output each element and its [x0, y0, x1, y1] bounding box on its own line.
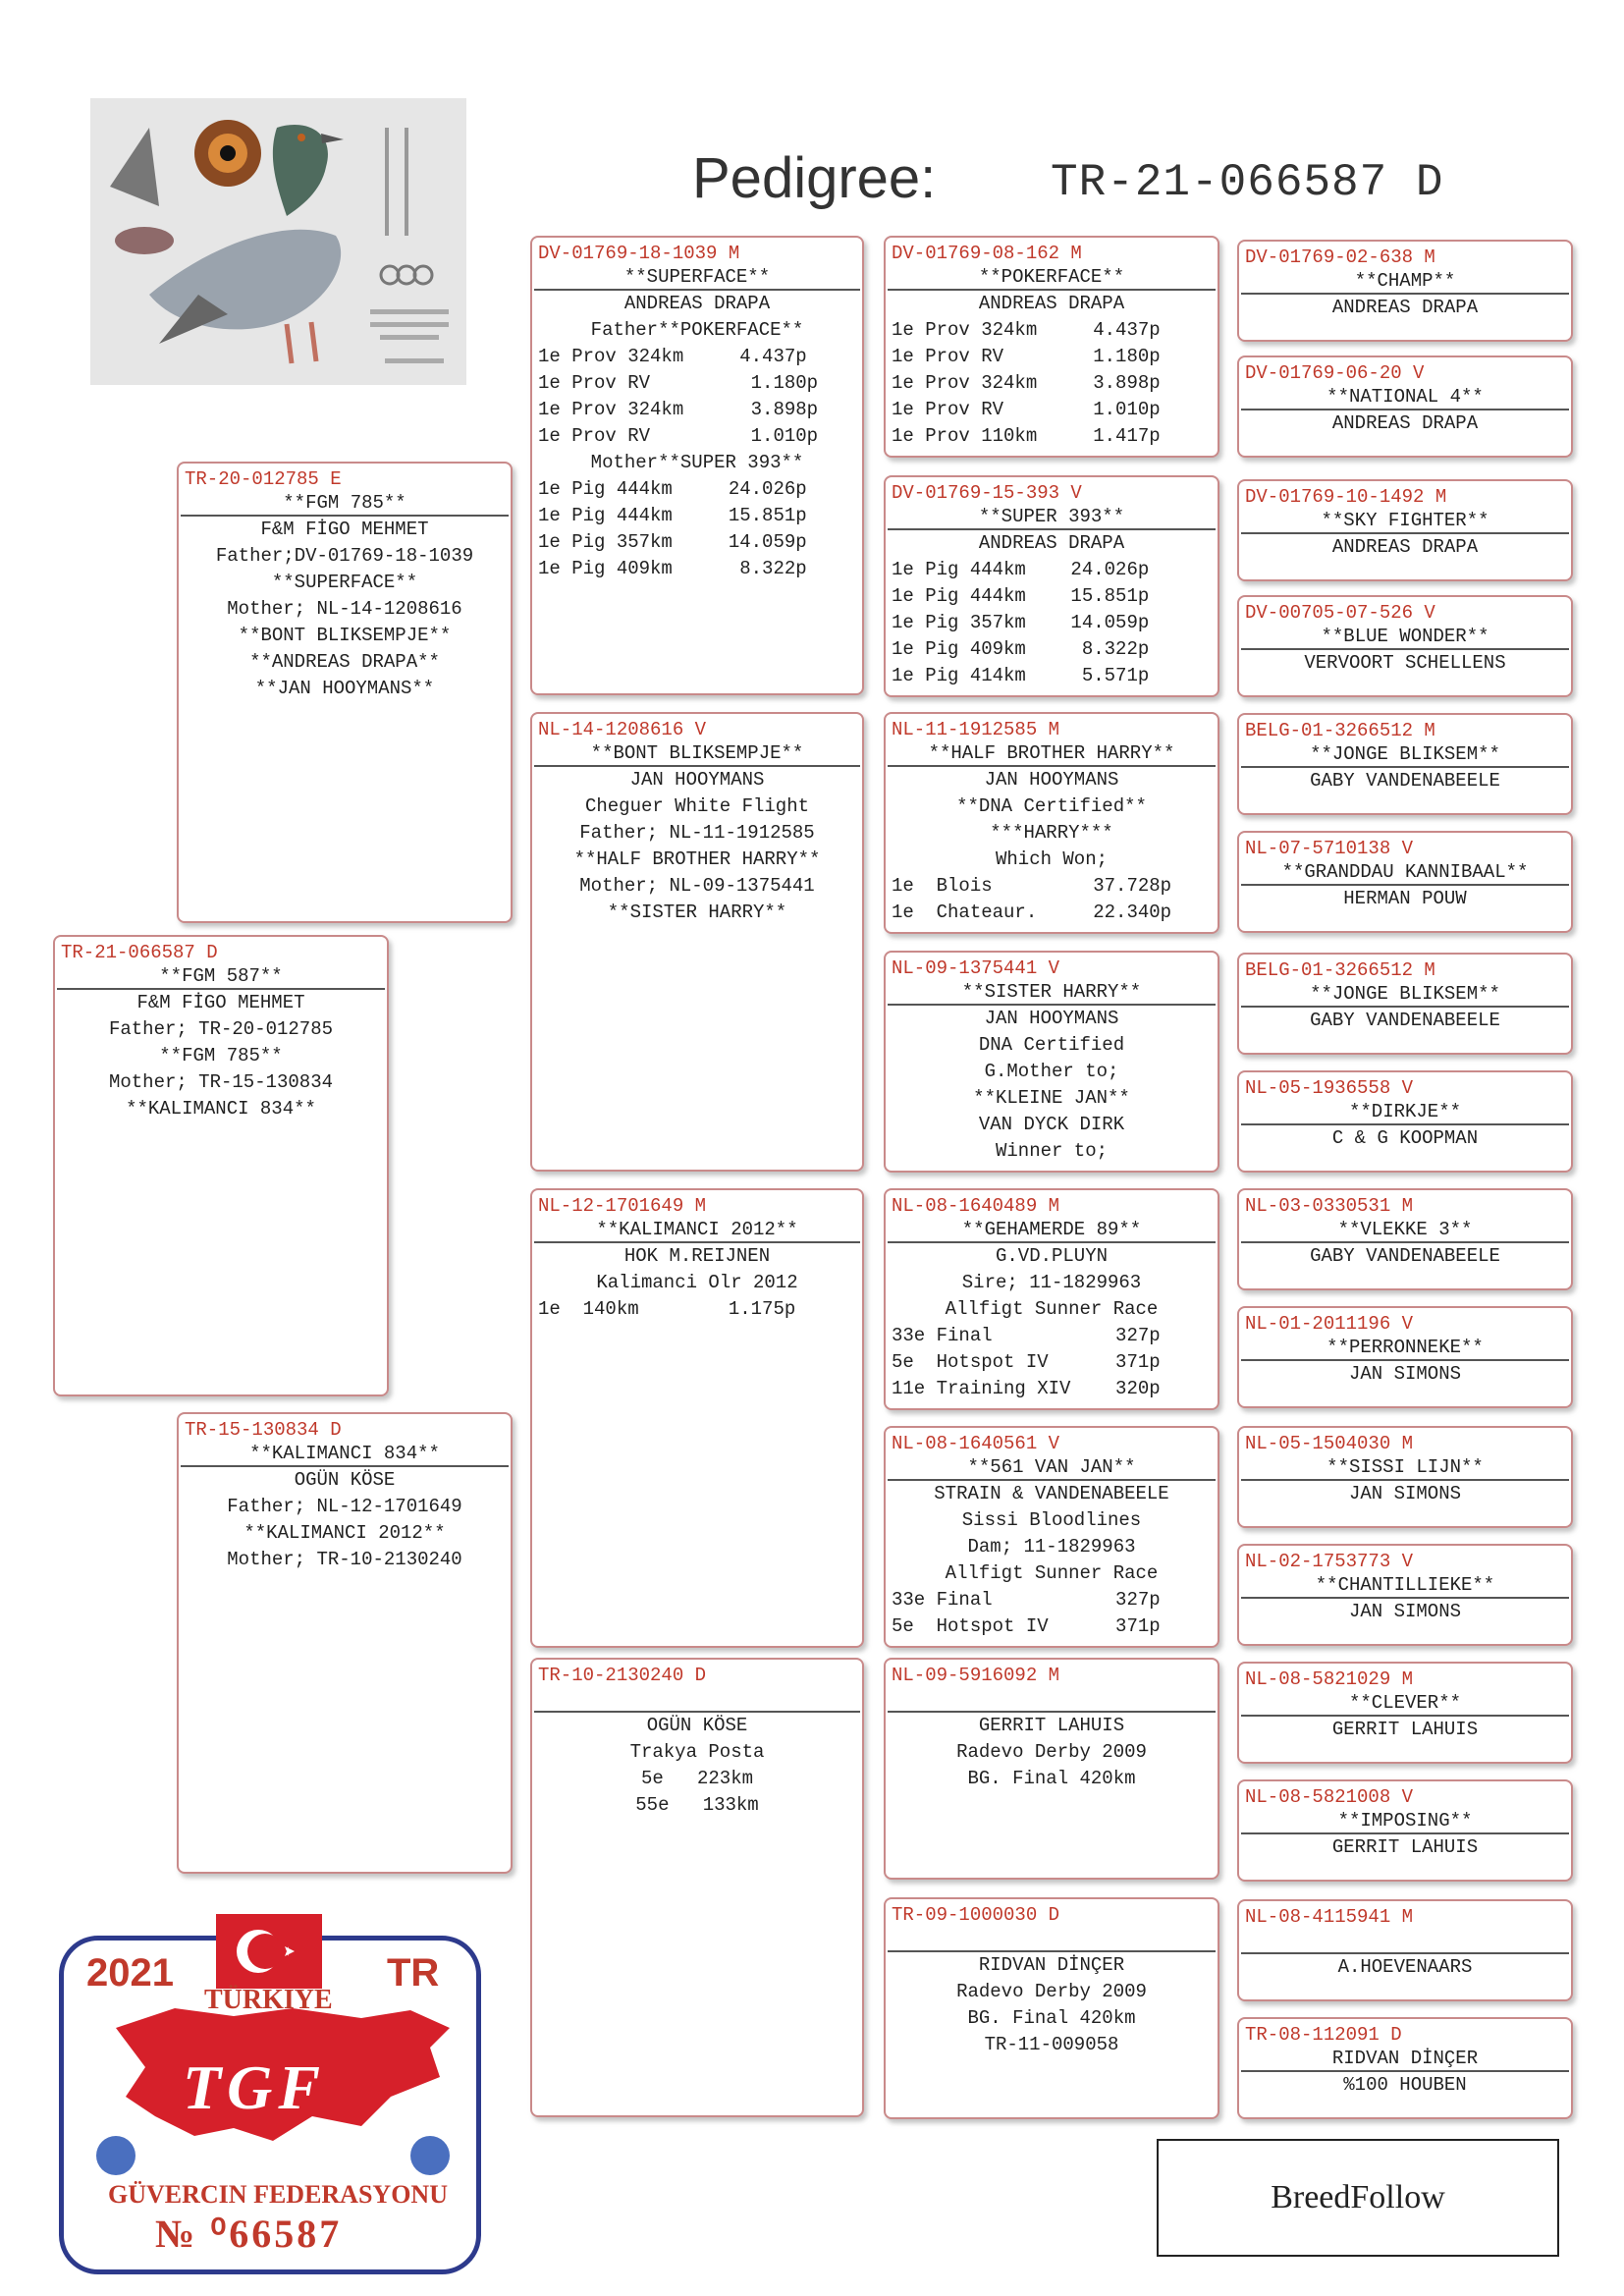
- ring-number: NL-09-5916092 M: [892, 1665, 1060, 1686]
- pedigree-card-g10: [1237, 1306, 1573, 1408]
- card-detail-line: ***HARRY***: [990, 822, 1113, 844]
- card-detail-line: 1e Blois 37.728p: [892, 875, 1172, 897]
- card-detail-line: 5e Hotspot IV 371p: [892, 1351, 1161, 1373]
- stamp-federation: GÜVERCIN FEDERASYONU: [108, 2180, 448, 2209]
- pigeon-name: **KALIMANCI 834**: [181, 1442, 509, 1467]
- pedigree-card-g3: [1237, 479, 1573, 581]
- pigeon-name: **NATIONAL 4**: [1241, 385, 1569, 410]
- ring-number: DV-01769-10-1492 M: [1245, 486, 1447, 508]
- card-detail-line: JAN SIMONS: [1348, 1363, 1462, 1385]
- card-detail-line: 1e Prov RV 1.180p: [538, 372, 819, 394]
- ring-number: NL-11-1912585 M: [892, 719, 1060, 740]
- pigeon-name: **FGM 785**: [181, 491, 509, 517]
- card-detail-line: **SISTER HARRY**: [607, 902, 787, 923]
- stamp-number: № ⁰66587: [155, 2212, 343, 2256]
- pedigree-card-g6: [1237, 831, 1573, 933]
- card-detail-line: 1e Pig 409km 8.322p: [892, 638, 1150, 660]
- pigeon-name: **POKERFACE**: [888, 265, 1216, 291]
- ring-number: DV-00705-07-526 V: [1245, 602, 1435, 624]
- pedigree-card-g1: [1237, 240, 1573, 342]
- card-detail-line: 1e Prov 324km 3.898p: [538, 399, 819, 420]
- pedigree-card-ddd: [884, 1897, 1219, 2119]
- card-detail-line: 1e Prov RV 1.180p: [892, 346, 1161, 367]
- card-detail-line: **JAN HOOYMANS**: [254, 678, 435, 699]
- card-detail-line: Which Won;: [995, 848, 1109, 870]
- ring-number: DV-01769-15-393 V: [892, 482, 1082, 504]
- ring-number: NL-01-2011196 V: [1245, 1313, 1414, 1335]
- card-detail-line: **KALIMANCI 834**: [126, 1098, 316, 1120]
- card-detail-line: 1e Prov RV 1.010p: [538, 425, 819, 447]
- subject-ring-number: TR-21-066587 D: [1051, 157, 1444, 208]
- card-detail-line: Mother; TR-10-2130240: [227, 1549, 462, 1570]
- card-detail-line: F&M FİGO MEHMET: [260, 519, 429, 540]
- card-detail-line: 1e Pig 444km 24.026p: [892, 559, 1150, 580]
- card-detail-line: 1e Prov 110km 1.417p: [892, 425, 1161, 447]
- pigeon-name: [534, 1687, 860, 1713]
- pigeon-photo: [90, 98, 466, 385]
- ring-number: DV-01769-18-1039 M: [538, 243, 740, 264]
- card-detail-line: JAN HOOYMANS: [629, 769, 765, 791]
- card-detail-line: Father; NL-12-1701649: [227, 1496, 462, 1517]
- card-detail-line: OGÜN KÖSE: [646, 1715, 748, 1736]
- card-detail-line: GERRIT LAHUIS: [1331, 1836, 1479, 1858]
- ring-number: NL-08-5821029 M: [1245, 1668, 1414, 1690]
- ring-number: NL-07-5710138 V: [1245, 838, 1414, 859]
- pedigree-card-g16: [1237, 2017, 1573, 2119]
- card-detail-line: Trakya Posta: [629, 1741, 765, 1763]
- card-detail-line: HERMAN POUW: [1343, 888, 1467, 909]
- card-detail-line: Father**POKERFACE**: [590, 319, 804, 341]
- pigeon-name: **CHANTILLIEKE**: [1241, 1573, 1569, 1599]
- stamp-country: TÜRKIYE: [204, 1985, 333, 2015]
- card-detail-line: **BONT BLIKSEMPJE**: [238, 625, 452, 646]
- card-detail-line: 1e Pig 357km 14.059p: [892, 612, 1150, 633]
- card-detail-line: Sire; 11-1829963: [961, 1272, 1142, 1293]
- pigeon-name: **IMPOSING**: [1241, 1809, 1569, 1834]
- pigeon-name: **HALF BROTHER HARRY**: [888, 741, 1216, 767]
- ring-number: TR-20-012785 E: [185, 468, 342, 490]
- pedigree-card-ss: [530, 236, 864, 695]
- ring-number: NL-09-1375441 V: [892, 957, 1060, 979]
- card-detail-line: %100 HOUBEN: [1343, 2074, 1467, 2096]
- card-detail-line: 1e Prov 324km 4.437p: [538, 346, 807, 367]
- pigeon-name: **561 VAN JAN**: [888, 1455, 1216, 1481]
- card-detail-line: ANDREAS DRAPA: [623, 293, 771, 314]
- pigeon-name: **SUPERFACE**: [534, 265, 860, 291]
- card-detail-line: Kalimanci Olr 2012: [596, 1272, 798, 1293]
- pigeon-name: **VLEKKE 3**: [1241, 1218, 1569, 1243]
- ring-number: DV-01769-02-638 M: [1245, 246, 1435, 268]
- card-detail-line: Cheguer White Flight: [584, 795, 810, 817]
- card-detail-line: TR-11-009058: [984, 2034, 1119, 2055]
- card-detail-line: BG. Final 420km: [967, 2007, 1136, 2029]
- pedigree-card-g12: [1237, 1544, 1573, 1646]
- card-detail-line: ANDREAS DRAPA: [978, 293, 1125, 314]
- pigeon-name: **PERRONNEKE**: [1241, 1336, 1569, 1361]
- ring-number: NL-12-1701649 M: [538, 1195, 707, 1217]
- card-detail-line: **SUPERFACE**: [271, 572, 418, 593]
- card-detail-line: Radevo Derby 2009: [956, 1741, 1147, 1763]
- pedigree-card-dss: [884, 1188, 1219, 1410]
- stamp-year: 2021: [86, 1951, 174, 1995]
- card-detail-line: **FGM 785**: [159, 1045, 283, 1066]
- card-detail-line: GERRIT LAHUIS: [1331, 1719, 1479, 1740]
- card-detail-line: RIDVAN DİNÇER: [978, 1954, 1125, 1976]
- breedfollow-logo: BreedFollow: [1157, 2139, 1559, 2257]
- card-detail-line: C & G KOOPMAN: [1331, 1127, 1479, 1149]
- pigeon-name: **FGM 587**: [57, 964, 385, 990]
- card-detail-line: BG. Final 420km: [967, 1768, 1136, 1789]
- card-detail-line: VAN DYCK DIRK: [978, 1114, 1125, 1135]
- pedigree-card-g8: [1237, 1070, 1573, 1173]
- pigeon-name: **SKY FIGHTER**: [1241, 509, 1569, 534]
- pigeon-name: **SISSI LIJN**: [1241, 1455, 1569, 1481]
- ring-number: NL-05-1936558 V: [1245, 1077, 1414, 1099]
- card-detail-line: 55e 133km: [635, 1794, 759, 1816]
- card-detail-line: Mother; NL-14-1208616: [227, 598, 462, 620]
- pedigree-card-g15: [1237, 1899, 1573, 2001]
- card-detail-line: 11e Training XIV 320p: [892, 1378, 1161, 1399]
- pigeon-name: **CHAMP**: [1241, 269, 1569, 295]
- card-detail-line: 1e Pig 357km 14.059p: [538, 531, 807, 553]
- ring-number: TR-15-130834 D: [185, 1419, 342, 1441]
- card-detail-line: VERVOORT SCHELLENS: [1304, 652, 1506, 674]
- card-detail-line: ANDREAS DRAPA: [1331, 412, 1479, 434]
- pedigree-card-g5: [1237, 713, 1573, 815]
- pigeon-name: **CLEVER**: [1241, 1691, 1569, 1717]
- card-detail-line: G.VD.PLUYN: [995, 1245, 1109, 1267]
- ring-number: NL-02-1753773 V: [1245, 1551, 1414, 1572]
- card-detail-line: Allfigt Sunner Race: [945, 1562, 1159, 1584]
- card-detail-line: STRAIN & VANDENABEELE: [934, 1483, 1169, 1504]
- card-detail-line: Sissi Bloodlines: [961, 1509, 1142, 1531]
- card-detail-line: Father;DV-01769-18-1039: [215, 545, 474, 567]
- pedigree-card-g14: [1237, 1779, 1573, 1882]
- pedigree-card-subject: [53, 935, 389, 1396]
- pedigree-card-dam: [177, 1412, 513, 1874]
- card-detail-line: **HALF BROTHER HARRY**: [573, 848, 821, 870]
- pigeon-name: **BLUE WONDER**: [1241, 625, 1569, 650]
- pedigree-card-sd: [530, 712, 864, 1172]
- ring-number: DV-01769-08-162 M: [892, 243, 1082, 264]
- pigeon-name: [888, 1927, 1216, 1952]
- card-detail-line: 1e Pig 444km 15.851p: [538, 505, 807, 526]
- card-detail-line: 1e Pig 414km 5.571p: [892, 665, 1150, 686]
- card-detail-line: 1e Pig 444km 15.851p: [892, 585, 1150, 607]
- ring-number: NL-05-1504030 M: [1245, 1433, 1414, 1454]
- ring-number: NL-08-1640489 M: [892, 1195, 1060, 1217]
- ring-number: NL-08-1640561 V: [892, 1433, 1060, 1454]
- pedigree-card-g11: [1237, 1426, 1573, 1528]
- card-detail-line: **KLEINE JAN**: [973, 1087, 1130, 1109]
- card-detail-line: ANDREAS DRAPA: [1331, 536, 1479, 558]
- card-detail-line: GERRIT LAHUIS: [978, 1715, 1125, 1736]
- card-detail-line: JAN SIMONS: [1348, 1601, 1462, 1622]
- ring-number: TR-10-2130240 D: [538, 1665, 707, 1686]
- card-detail-line: HOK M.REIJNEN: [623, 1245, 771, 1267]
- ring-number: BELG-01-3266512 M: [1245, 959, 1435, 981]
- ring-number: NL-08-4115941 M: [1245, 1906, 1414, 1928]
- pedigree-card-sdd: [884, 951, 1219, 1173]
- card-detail-line: JAN SIMONS: [1348, 1483, 1462, 1504]
- card-detail-line: 1e Prov 324km 4.437p: [892, 319, 1161, 341]
- card-detail-line: Mother; NL-09-1375441: [579, 875, 815, 897]
- ring-number: TR-08-112091 D: [1245, 2024, 1402, 2046]
- ring-number: NL-14-1208616 V: [538, 719, 707, 740]
- card-detail-line: DNA Certified: [978, 1034, 1125, 1056]
- card-detail-line: 1e 140km 1.175p: [538, 1298, 796, 1320]
- stamp-country-code: TR: [387, 1951, 440, 1995]
- pigeon-name: **JONGE BLIKSEM**: [1241, 742, 1569, 768]
- card-detail-line: ANDREAS DRAPA: [1331, 297, 1479, 318]
- ring-number: TR-21-066587 D: [61, 942, 218, 963]
- ring-number: NL-08-5821008 V: [1245, 1786, 1414, 1808]
- card-detail-line: Father; NL-11-1912585: [579, 822, 815, 844]
- card-detail-line: A.HOEVENAARS: [1337, 1956, 1473, 1978]
- pedigree-card-g4: [1237, 595, 1573, 697]
- pedigree-card-ssd: [884, 475, 1219, 697]
- card-detail-line: Mother; TR-15-130834: [108, 1071, 334, 1093]
- card-detail-line: 5e Hotspot IV 371p: [892, 1615, 1161, 1637]
- ring-number: DV-01769-06-20 V: [1245, 362, 1425, 384]
- pedigree-card-sss: [884, 236, 1219, 458]
- card-detail-line: Radevo Derby 2009: [956, 1981, 1147, 2002]
- pedigree-card-dds: [884, 1658, 1219, 1880]
- card-detail-line: GABY VANDENABEELE: [1310, 770, 1500, 792]
- pigeon-name: **JONGE BLIKSEM**: [1241, 982, 1569, 1008]
- ring-number: TR-09-1000030 D: [892, 1904, 1060, 1926]
- card-detail-line: Winner to;: [995, 1140, 1109, 1162]
- pigeon-name: [1241, 1929, 1569, 1954]
- pedigree-card-g2: [1237, 355, 1573, 458]
- card-detail-line: G.Mother to;: [984, 1061, 1119, 1082]
- pedigree-card-g9: [1237, 1188, 1573, 1290]
- stamp-logo-text: TGF: [183, 2052, 326, 2122]
- card-detail-line: ANDREAS DRAPA: [978, 532, 1125, 554]
- pigeon-name: **SISTER HARRY**: [888, 980, 1216, 1006]
- card-detail-line: Allfigt Sunner Race: [945, 1298, 1159, 1320]
- pigeon-name: RIDVAN DİNÇER: [1241, 2047, 1569, 2072]
- card-detail-line: **KALIMANCI 2012**: [244, 1522, 446, 1544]
- card-detail-line: 1e Chateaur. 22.340p: [892, 902, 1172, 923]
- pigeon-name: **BONT BLIKSEMPJE**: [534, 741, 860, 767]
- card-detail-line: Mother**SUPER 393**: [590, 452, 804, 473]
- card-detail-line: **ANDREAS DRAPA**: [249, 651, 440, 673]
- pigeon-name: [888, 1687, 1216, 1713]
- pigeon-name: **DIRKJE**: [1241, 1100, 1569, 1125]
- card-detail-line: **DNA Certified**: [956, 795, 1147, 817]
- card-detail-line: 33e Final 327p: [892, 1325, 1161, 1346]
- ring-number: NL-03-0330531 M: [1245, 1195, 1414, 1217]
- card-detail-line: OGÜN KÖSE: [294, 1469, 396, 1491]
- ring-number: BELG-01-3266512 M: [1245, 720, 1435, 741]
- pigeon-name: **GRANDDAU KANNIBAAL**: [1241, 860, 1569, 886]
- pedigree-card-g7: [1237, 953, 1573, 1055]
- card-detail-line: JAN HOOYMANS: [984, 1008, 1119, 1029]
- card-detail-line: 1e Pig 444km 24.026p: [538, 478, 807, 500]
- pedigree-card-dd: [530, 1658, 864, 2117]
- card-detail-line: 5e 223km: [640, 1768, 754, 1789]
- card-detail-line: 1e Pig 409km 8.322p: [538, 558, 807, 579]
- pigeon-name: **KALIMANCI 2012**: [534, 1218, 860, 1243]
- card-detail-line: GABY VANDENABEELE: [1310, 1245, 1500, 1267]
- card-detail-line: JAN HOOYMANS: [984, 769, 1119, 791]
- card-detail-line: 1e Prov RV 1.010p: [892, 399, 1161, 420]
- card-detail-line: GABY VANDENABEELE: [1310, 1010, 1500, 1031]
- pigeon-name: **SUPER 393**: [888, 505, 1216, 530]
- pedigree-card-sds: [884, 712, 1219, 934]
- pedigree-card-g13: [1237, 1662, 1573, 1764]
- page-title: Pedigree:: [692, 146, 937, 210]
- card-detail-line: 1e Prov 324km 3.898p: [892, 372, 1161, 394]
- pigeon-name: **GEHAMERDE 89**: [888, 1218, 1216, 1243]
- pedigree-card-sire: [177, 462, 513, 923]
- pedigree-card-ds: [530, 1188, 864, 1648]
- card-detail-line: Father; TR-20-012785: [108, 1018, 334, 1040]
- card-detail-line: Dam; 11-1829963: [967, 1536, 1136, 1558]
- pedigree-card-dsd: [884, 1426, 1219, 1648]
- federation-stamp: [37, 1900, 507, 2283]
- card-detail-line: F&M FİGO MEHMET: [136, 992, 305, 1013]
- card-detail-line: 33e Final 327p: [892, 1589, 1161, 1611]
